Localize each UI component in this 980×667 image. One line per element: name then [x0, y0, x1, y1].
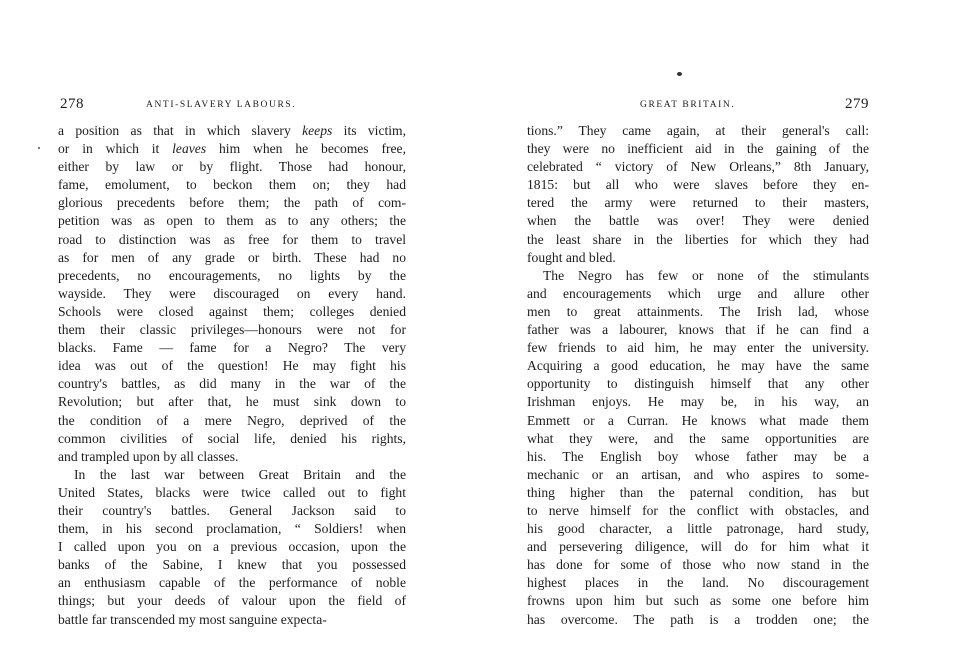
text-line: Revolution; but after that, he must sink down to — [58, 394, 406, 410]
text-line: I called upon you on a previous occasion, upon the — [58, 539, 406, 555]
text-line: thing higher than the paternal condition, has but — [527, 484, 869, 500]
text-line: and encouragements which urge and allure other — [527, 285, 869, 301]
text-line: blacks. Fame — fame for a Negro? The very — [58, 340, 406, 356]
text-line: highest places in the land. No discouragement — [527, 575, 869, 591]
text-line: the least share in the liberties for which they had — [527, 231, 869, 247]
right-running-title: GREAT BRITAIN. — [640, 100, 736, 110]
text-line: a position as that in which slavery keeps its victim, — [58, 123, 406, 138]
text-line: frowns upon him but such as some one before him — [527, 593, 869, 609]
left-page-number: 278 — [60, 96, 84, 112]
text-line: few friends to aid him, he may enter the university. — [527, 340, 869, 356]
text-line: their country's battles. General Jackson said to — [58, 502, 406, 518]
text-line: and trampled upon by all classes. — [58, 448, 239, 464]
text-line: opportunity to distinguish himself that any other — [527, 376, 869, 392]
text-line: Irishman enjoys. He may be, in his way, an — [527, 394, 869, 410]
text-line: either by law or by flight. Those had honour, — [58, 159, 406, 175]
text-line: father was a labourer, knows that if he can find a — [527, 322, 869, 338]
text-line: fame, emolument, to beckon them on; they had — [58, 177, 406, 193]
text-line: his good character, a little patronage, hard study, — [527, 521, 869, 537]
text-line: battle far transcended my most sanguine expecta- — [58, 611, 327, 627]
text-line: an enthusiasm capable of the performance of noble — [58, 575, 406, 591]
text-line: and persevering diligence, will do for him what it — [527, 539, 869, 555]
printer-mark — [677, 72, 682, 76]
text-line: road to distinction was as free for them to travel — [58, 231, 406, 247]
text-line: as for men of any grade or birth. These had no — [58, 249, 406, 265]
text-line: things; but your deeds of valour upon the field of — [58, 593, 406, 609]
right-running-head — [527, 96, 869, 116]
text-line: Schools were closed against them; colleges denied — [58, 303, 406, 319]
text-line: banks of the Sabine, I knew that you possessed — [58, 557, 406, 573]
text-line: celebrated “ victory of New Orleans,” 8th January, — [527, 159, 869, 175]
right-page-body — [527, 122, 869, 629]
text-line: tions.” They came again, at their general's call: — [527, 123, 869, 138]
text-line: mechanic or an artisan, and who aspires to some- — [527, 466, 869, 482]
text-line: country's battles, as did many in the war of the — [58, 376, 406, 392]
text-line: men to great attainments. The Irish lad, whose — [527, 303, 869, 319]
text-line: when the battle was over! They were denied — [527, 213, 869, 229]
text-line: common civilities of social life, denied his rights, — [58, 430, 406, 446]
text-line: they were no inefficient aid in the gaining of the — [527, 141, 869, 157]
text-line: has overcome. The path is a trodden one; the — [527, 611, 869, 627]
text-line: idea was out of the question! He may fight his — [58, 358, 406, 374]
text-line: what they were, and the same opportunities are — [527, 430, 869, 446]
left-running-head — [58, 96, 406, 116]
right-page — [527, 96, 869, 629]
left-page — [58, 96, 406, 629]
left-running-title: ANTI-SLAVERY LABOURS. — [146, 100, 297, 110]
text-line: tered the army were returned to their masters, — [527, 195, 869, 211]
text-line: his. The English boy whose father may be a — [527, 448, 869, 464]
text-line: 1815: but all who were slaves before they en- — [527, 177, 869, 193]
left-page-body — [58, 122, 406, 629]
text-line: Acquiring a good education, he may have the same — [527, 358, 869, 374]
text-line: them their classic privileges—honours were not for — [58, 322, 406, 338]
text-line: fought and bled. — [527, 249, 616, 265]
text-line: them, in his second proclamation, “ Soldiers! when — [58, 521, 406, 537]
text-line: to nerve himself for the conflict with obstacles, and — [527, 502, 869, 518]
text-line: Emmett or a Curran. He knows what made them — [527, 412, 869, 428]
text-line: or in which it leaves him when he becomes free, — [58, 141, 406, 157]
text-line: In the last war between Great Britain and the — [74, 466, 406, 482]
text-line: The Negro has few or none of the stimulants — [543, 267, 869, 283]
text-line: the condition of a mere Negro, deprived of the — [58, 412, 406, 428]
text-line: petition was as open to them as to any others; the — [58, 213, 406, 229]
text-line: United States, blacks were twice called out to fight — [58, 484, 406, 500]
text-line: wayside. They were discouraged on every hand. — [58, 285, 406, 301]
text-line: precedents, no encouragements, no lights by the — [58, 267, 406, 283]
text-line: glorious precedents before them; the path of com- — [58, 195, 406, 211]
text-line: has done for some of those who now stand in the — [527, 557, 869, 573]
paper-speck — [38, 147, 40, 149]
right-page-number: 279 — [845, 96, 869, 112]
